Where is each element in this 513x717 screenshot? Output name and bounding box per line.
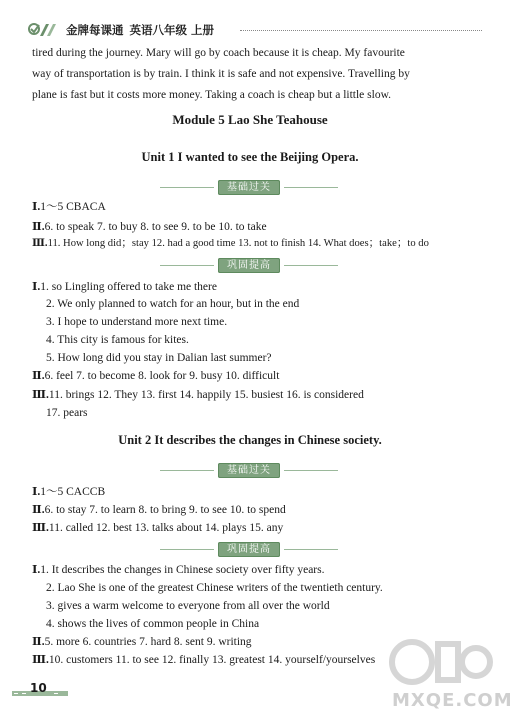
intro-line-1: tired during the journey. Mary will go by coach because it is cheap. My favourite — [32, 47, 405, 59]
unit1-s2-row-2: 2. We only planned to watch for an hour, but in the end — [46, 298, 300, 310]
answer-text: 6. feel 7. to become 8. look for 9. busy 10. difficult — [44, 370, 280, 382]
unit2-s1-row-3 — [32, 521, 283, 535]
answer-text: 1. It describes the changes in Chinese society over fifty years. — [40, 564, 325, 576]
unit1-title: Unit 1 I wanted to see the Beijing Opera. — [141, 150, 359, 164]
answer-text: 6. to stay 7. to learn 8. to bring 9. to see 10. to spend — [44, 504, 286, 516]
intro-line-3: plane is fast but it costs more money. Taking a coach is cheap but a little slow. — [32, 89, 392, 101]
page-number: 10 — [30, 681, 47, 695]
roman-numeral: Ⅰ. — [32, 201, 41, 213]
roman-numeral: Ⅱ. — [32, 370, 45, 382]
unit1-s1-row-3 — [32, 237, 429, 251]
header-divider — [240, 30, 482, 31]
module-title: Module 5 Lao She Teahouse — [172, 112, 328, 127]
roman-numeral: Ⅰ. — [32, 281, 41, 293]
header-title — [66, 22, 214, 38]
unit2-s1-row-2 — [32, 503, 286, 517]
unit1-s2-row-8: 17. pears — [46, 407, 88, 419]
unit1-s2-row-5: 5. How long did you stay in Dalian last summer? — [46, 352, 272, 364]
page-header — [28, 20, 488, 40]
answer-text: 1～5 CBACA — [40, 201, 106, 213]
answer-text: 1～5 CACCB — [40, 486, 106, 498]
answer-text: 11. called 12. best 13. talks about 14. plays 15. any — [48, 522, 284, 534]
unit2-s2-row-2: 2. Lao She is one of the greatest Chinese writers of the twentieth century. — [46, 582, 383, 594]
answer-text: 1. so Lingling offered to take me there — [40, 281, 217, 293]
answer-text: 6. to speak 7. to buy 8. to see 9. to be 10. to take — [44, 221, 267, 233]
unit2-s1-row-1 — [32, 485, 105, 499]
roman-numeral: Ⅱ. — [32, 221, 45, 233]
unit1-s1-row-1 — [32, 200, 106, 214]
roman-numeral: Ⅲ. — [32, 522, 49, 534]
roman-numeral: Ⅰ. — [32, 564, 41, 576]
unit2-banner-advanced: 巩固提高 — [218, 542, 280, 557]
unit2-banner-basic: 基础过关 — [218, 463, 280, 478]
book-title: 金牌每课通 — [66, 23, 124, 37]
roman-numeral: Ⅱ. — [32, 636, 45, 648]
unit2-s2-row-6 — [32, 653, 375, 667]
unit1-s1-row-2 — [32, 220, 267, 234]
watermark-url: MXQE.COM — [392, 690, 513, 711]
roman-numeral: Ⅲ. — [32, 389, 49, 401]
roman-numeral: Ⅲ. — [32, 238, 48, 249]
unit1-s2-row-4: 4. This city is famous for kites. — [46, 334, 189, 346]
unit2-s2-row-5 — [32, 635, 252, 649]
answer-text: 11. How long did；stay 12. had a good time 13. not to finish 14. What does；take；to do — [47, 238, 429, 249]
header-logo-icon — [28, 20, 60, 40]
unit1-s2-row-6 — [32, 369, 279, 383]
intro-line-2: way of transportation is by train. I think it is safe and not expensive. Travelling by — [32, 68, 410, 80]
answer-text: 5. more 6. countries 7. hard 8. sent 9. writing — [44, 636, 252, 648]
unit2-s2-row-1 — [32, 563, 324, 577]
answer-text: 11. brings 12. They 13. first 14. happily 15. busiest 16. is considered — [48, 389, 364, 401]
answer-text: 10. customers 11. to see 12. finally 13. greatest 14. yourself/yourselves — [48, 654, 376, 666]
unit1-s2-row-7 — [32, 388, 364, 402]
unit1-banner-basic: 基础过关 — [218, 180, 280, 195]
unit2-s2-row-4: 4. shows the lives of common people in China — [46, 618, 260, 630]
unit1-s2-row-1 — [32, 280, 217, 294]
roman-numeral: Ⅰ. — [32, 486, 41, 498]
roman-numeral: Ⅱ. — [32, 504, 45, 516]
roman-numeral: Ⅲ. — [32, 654, 49, 666]
unit2-s2-row-3: 3. gives a warm welcome to everyone from all over the world — [46, 600, 330, 612]
unit1-s2-row-3: 3. I hope to understand more next time. — [46, 316, 228, 328]
unit1-banner-advanced: 巩固提高 — [218, 258, 280, 273]
unit2-title: Unit 2 It describes the changes in Chinese society. — [118, 433, 382, 447]
book-subtitle: 英语八年级 上册 — [129, 23, 215, 37]
